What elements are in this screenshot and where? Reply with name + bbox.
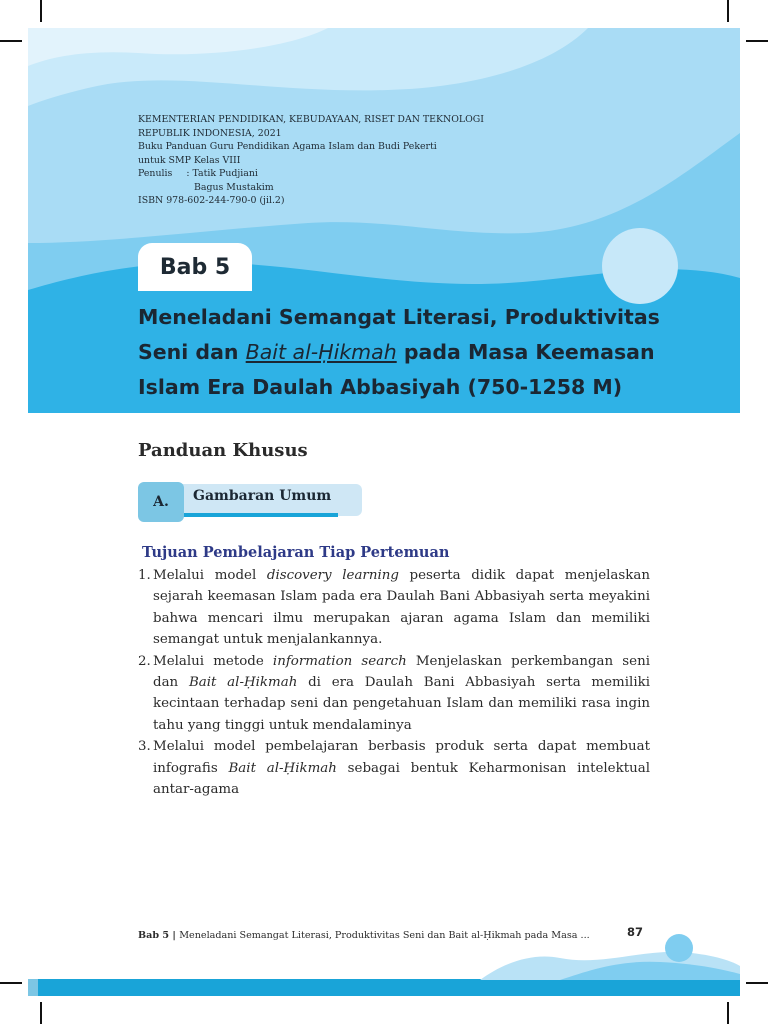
list-number: 3. <box>138 739 151 755</box>
chapter-title-line-3: Islam Era Daulah Abbasiyah (750-1258 M) <box>138 375 623 399</box>
republic-line: REPUBLIK INDONESIA, 2021 <box>138 127 282 139</box>
item-text: Melalui model pembelajaran berbasis produk serta dapat membuat infografis <box>153 739 650 776</box>
title-part: pada Masa Keemasan <box>396 340 655 364</box>
item-text: di era Daulah Bani Abbasiyah serta memiliki kecintaan terhadap seni dan pengetahuan Islam dan memiliki rasa ingin tahu yang tinggi untuk mendalaminya <box>153 675 650 733</box>
chapter-title-line-2 <box>138 335 698 370</box>
author-line <box>138 167 484 181</box>
page-number: 87 <box>627 925 644 939</box>
footer-chapter: Bab 5 <box>138 930 170 941</box>
item-italic: Bait al-Ḥikmah <box>188 675 298 691</box>
footer-separator: | <box>169 930 180 941</box>
chapter-tab: Bab 5 <box>138 243 252 291</box>
item-italic: information search <box>272 653 407 669</box>
item-text: Melalui metode <box>153 653 273 669</box>
crop-mark-top-left-v <box>40 0 42 22</box>
list-item <box>138 736 650 800</box>
item-text: Menjelaskan perkembangan seni dan <box>153 653 650 691</box>
list-item <box>138 651 650 737</box>
section-heading: Panduan Khusus <box>138 440 308 461</box>
subsection-underline <box>182 513 338 517</box>
footer-wave-art <box>0 930 768 1024</box>
item-text: Melalui model <box>153 568 267 583</box>
isbn-line: ISBN 978-602-244-790-0 (jil.2) <box>138 195 285 206</box>
objectives-title: Tujuan Pembelajaran Tiap Pertemuan <box>142 544 450 561</box>
list-number: 2. <box>138 653 151 669</box>
publication-info <box>138 113 484 208</box>
author-2: Bagus Mustakim <box>194 181 274 193</box>
crop-mark-top-right-h <box>746 40 768 42</box>
crop-mark-top-left-h <box>0 40 22 42</box>
title-part: Seni dan <box>138 340 246 364</box>
list-item <box>138 565 650 651</box>
subsection-header <box>138 482 362 522</box>
publisher-line: KEMENTERIAN PENDIDIKAN, KEBUDAYAAN, RISET DAN TEKNOLOGI <box>138 114 484 125</box>
item-text: peserta didik dapat menjelaskan sejarah keemasan Islam pada era Daulah Bani Abbasiyah serta meyakini bahwa mencari ilmu merupakan ajaran agama Islam dan memiliki semangat untuk menjalankannya. <box>153 568 650 648</box>
chapter-title-line-1: Meneladani Semangat Literasi, Produktivitas <box>138 305 660 329</box>
chapter-title <box>138 300 698 405</box>
crop-mark-top-right-v <box>727 0 729 22</box>
author-1: : Tatik Pudjiani <box>186 168 258 179</box>
item-italic: discovery learning <box>266 568 399 583</box>
list-number: 1. <box>138 568 151 583</box>
title-italic-bait: Bait al-Ḥikmah <box>245 340 397 364</box>
book-line: Buku Panduan Guru Pendidikan Agama Islam dan Budi Pekerti <box>138 141 437 152</box>
item-italic: Bait al-Ḥikmah <box>228 760 337 776</box>
subsection-letter: A. <box>138 482 184 522</box>
subsection-label: Gambaran Umum <box>193 488 332 504</box>
footer-title: Meneladani Semangat Literasi, Produktivitas Seni dan Bait al-Ḥikmah pada Masa ... <box>179 930 590 941</box>
level-line: untuk SMP Kelas VIII <box>138 154 241 166</box>
item-text: sebagai bentuk Keharmonisan intelektual antar-agama <box>153 760 650 798</box>
objectives-list <box>138 565 650 800</box>
author-label: Penulis <box>138 168 173 179</box>
